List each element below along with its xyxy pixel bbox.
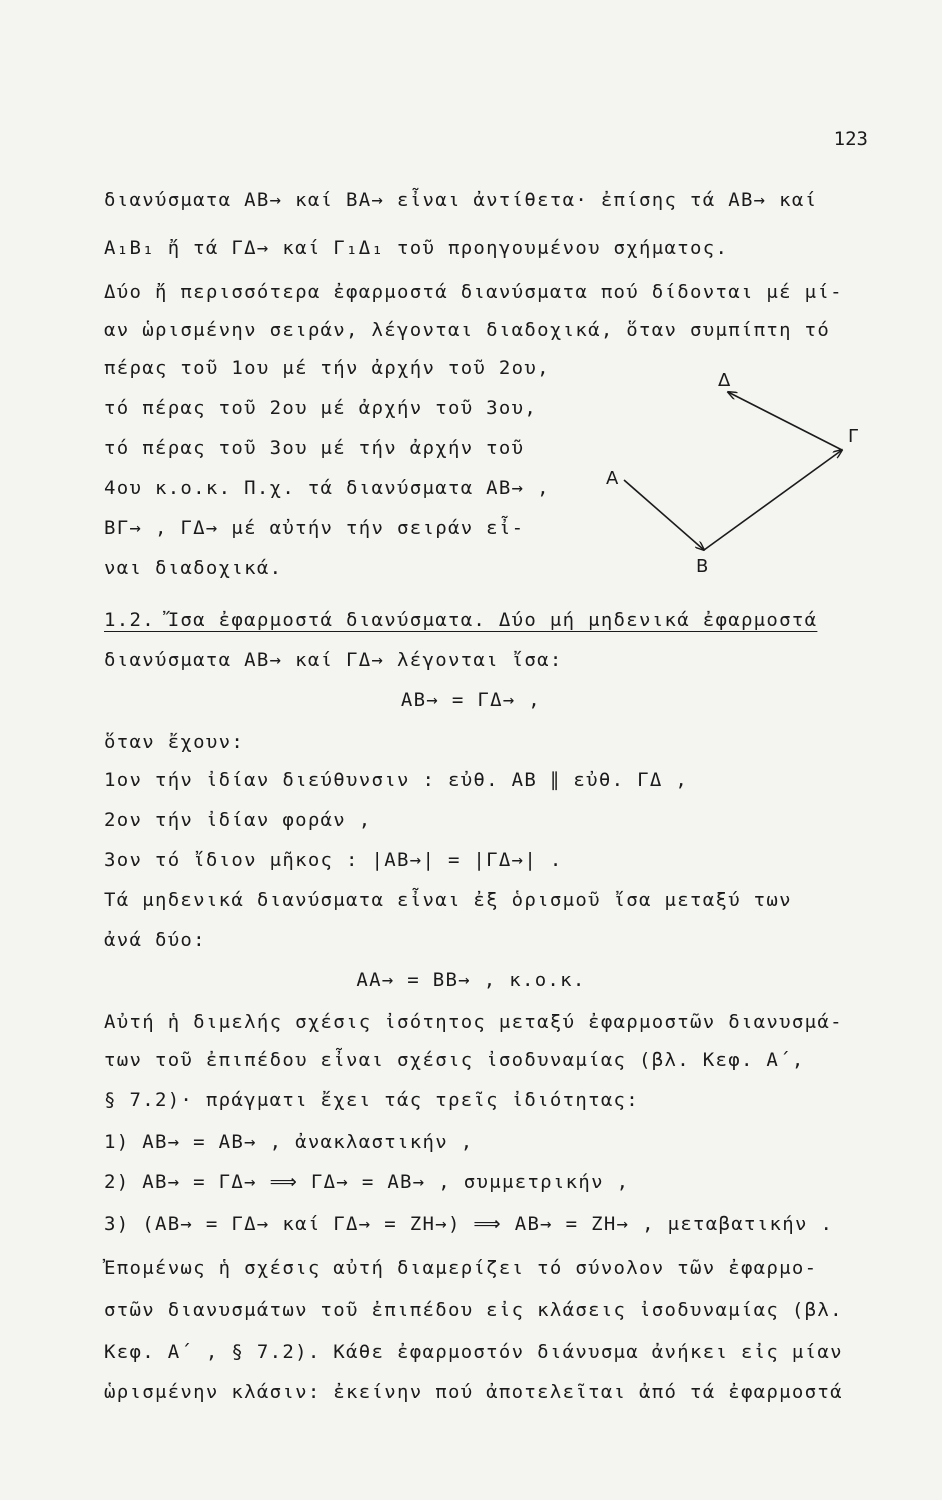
text-line: 3) (AB→ = ΓΔ→ καί ΓΔ→ = ZH→) ⟹ AB→ = ZH→ , μεταβατικήν . (104, 1213, 834, 1235)
vector-bg (704, 450, 842, 550)
text-line: 2) AB→ = ΓΔ→ ⟹ ΓΔ→ = AB→ , συμμετρικήν , (104, 1171, 630, 1193)
equation: AA→ = BB→ , κ.ο.κ. (356, 969, 586, 991)
text-line: Δύο ἤ περισσότερα ἐφαρμοστά διανύσματα πού δίδονται μέ μί- (104, 281, 843, 303)
point-g-label: Γ (848, 426, 859, 447)
text-line: § 7.2)· πράγματι ἔχει τάς τρεῖς ἰδιότητας: (104, 1089, 640, 1111)
vector-ab (624, 480, 704, 550)
text-line: αν ὡρισμένην σειράν, λέγονται διαδοχικά, ὅταν συμπίπτη τό (104, 319, 831, 341)
text-line: Τά μηδενικά διανύσματα εἶναι ἐξ ὁρισμοῦ ἴσα μεταξύ των (104, 889, 792, 911)
text-line: 1) AB→ = AB→ , ἀνακλαστικήν , (104, 1131, 474, 1153)
text-line: 1ον τήν ἰδίαν διεύθυνσιν : εὐθ. AB ∥ εὐθ. ΓΔ , (104, 769, 689, 791)
vector-diagram (596, 372, 876, 582)
point-b-label: B (696, 556, 709, 577)
text-line: Κεφ. Α΄ , § 7.2). Κάθε ἐφαρμοστόν διάνυσμα ἀνήκει εἰς μίαν (104, 1341, 843, 1363)
vector-gd (728, 392, 842, 450)
text-line: ναι διαδοχικά. (104, 557, 283, 579)
text-line: 3ον τό ἴδιον μῆκος : |AB→| = |ΓΔ→| . (104, 849, 563, 871)
point-a-label: A (606, 468, 619, 489)
text-line: ὡρισμένην κλάσιν: ἐκείνην πού ἀποτελεῖται ἀπό τά ἐφαρμοστά (104, 1381, 843, 1403)
text-line: διανύσματα AB→ καί ΓΔ→ λέγονται ἴσα: (104, 649, 563, 671)
text-line: 4ου κ.ο.κ. Π.χ. τά διανύσματα AB→ , (104, 477, 550, 499)
text-line: 2ον τήν ἰδίαν φοράν , (104, 809, 372, 831)
text-line: στῶν διανυσμάτων τοῦ ἐπιπέδου εἰς κλάσεις ἰσοδυναμίας (βλ. (104, 1299, 843, 1321)
text-line: των τοῦ ἐπιπέδου εἶναι σχέσις ἰσοδυναμίας (βλ. Κεφ. Α΄, (104, 1049, 805, 1071)
text-line: A₁B₁ ἤ τά ΓΔ→ καί Γ₁Δ₁ τοῦ προηγουμένου σχήματος. (104, 237, 729, 259)
text-line: πέρας τοῦ 1ου μέ τήν ἀρχήν τοῦ 2ου, (104, 357, 550, 379)
text-line: BΓ→ , ΓΔ→ μέ αὐτήν τήν σειράν εἶ- (104, 517, 525, 539)
text-line: τό πέρας τοῦ 2ου μέ ἀρχήν τοῦ 3ου, (104, 397, 538, 419)
text-line: ἀνά δύο: (104, 929, 206, 951)
text-line: διανύσματα AB→ καί BA→ εἶναι ἀντίθετα· ἐπίσης τά AB→ καί (104, 189, 818, 211)
point-d-label: Δ (718, 372, 731, 391)
text-line: Ἐπομένως ἡ σχέσις αὐτή διαμερίζει τό σύνολον τῶν ἐφαρμο- (104, 1257, 818, 1279)
text-line: Αὐτή ἡ διμελής σχέσις ἰσότητος μεταξύ ἐφαρμοστῶν διανυσμά- (104, 1011, 843, 1033)
section-heading: 1.2. Ἴσα ἐφαρμοστά διανύσματα. Δύο μή μηδενικά ἐφαρμοστά (104, 609, 818, 631)
text-line: τό πέρας τοῦ 3ου μέ τήν ἀρχήν τοῦ (104, 437, 525, 459)
page-number: 123 (833, 128, 868, 150)
equation: AB→ = ΓΔ→ , (400, 689, 542, 711)
text-line: ὅταν ἔχουν: (104, 731, 245, 753)
